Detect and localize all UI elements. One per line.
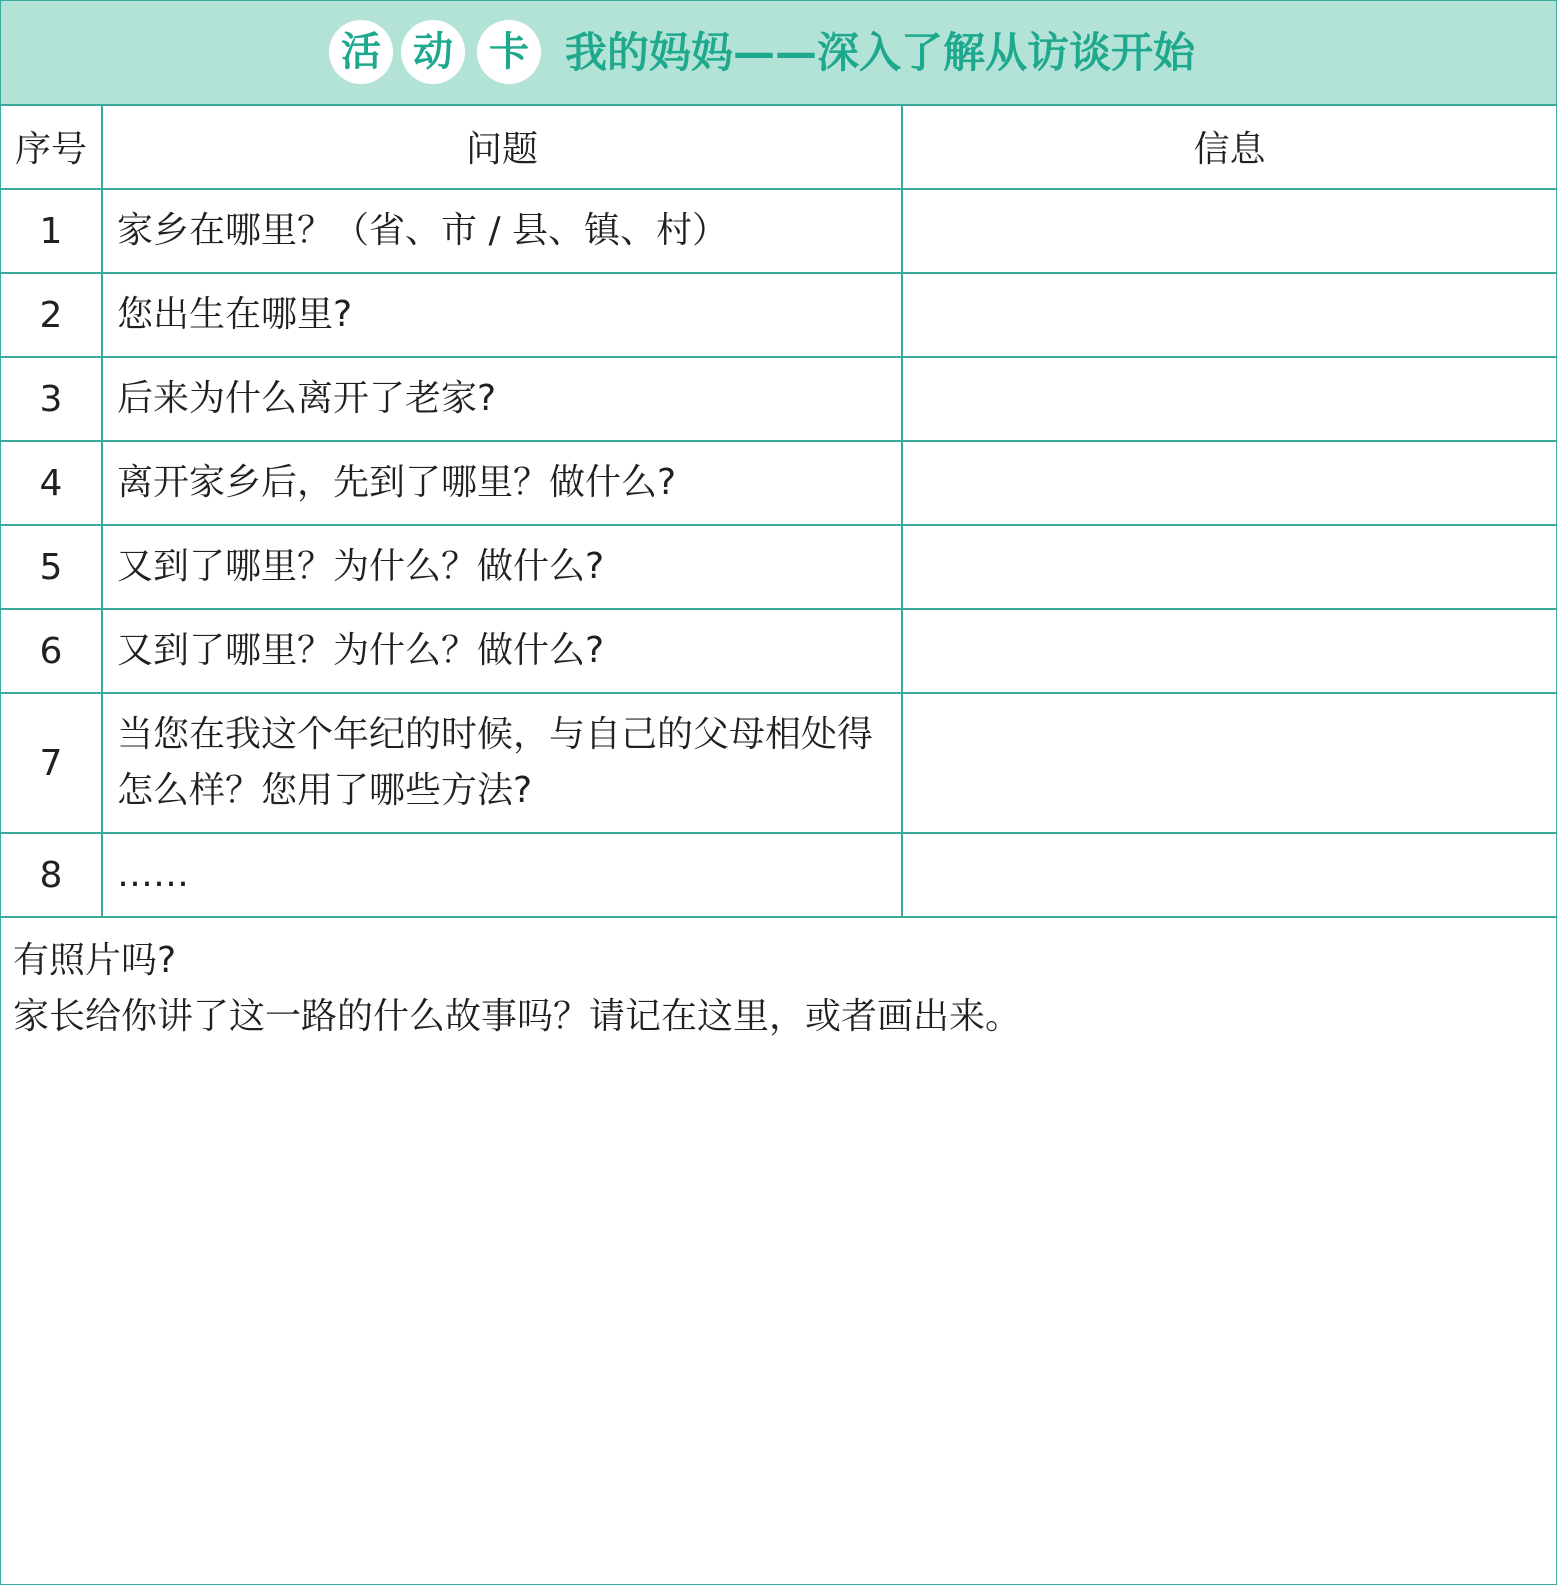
header-badge: 动 <box>401 20 465 84</box>
table-row <box>1 189 1556 273</box>
card-header <box>1 1 1556 106</box>
row-number: 4 <box>1 441 102 525</box>
table-row <box>1 525 1556 609</box>
info-cell[interactable] <box>902 357 1556 441</box>
row-number: 3 <box>1 357 102 441</box>
table-row <box>1 693 1556 833</box>
row-number: 7 <box>1 693 102 833</box>
question-cell: 后来为什么离开了老家? <box>102 357 902 441</box>
column-header-no: 序号 <box>1 105 102 189</box>
notes-prompt-photo: 有照片吗? <box>13 940 177 981</box>
info-cell[interactable] <box>902 693 1556 833</box>
table-row <box>1 357 1556 441</box>
notes-section[interactable] <box>13 933 1021 1045</box>
table-row <box>1 273 1556 357</box>
table-row <box>1 609 1556 693</box>
table-row <box>1 441 1556 525</box>
info-cell[interactable] <box>902 525 1556 609</box>
question-cell: 家乡在哪里？（省、市 / 县、镇、村） <box>102 189 902 273</box>
row-number: 2 <box>1 273 102 357</box>
row-number: 6 <box>1 609 102 693</box>
column-header-info: 信息 <box>902 105 1556 189</box>
row-number: 8 <box>1 833 102 917</box>
question-cell: 离开家乡后，先到了哪里？做什么? <box>102 441 902 525</box>
info-cell[interactable] <box>902 189 1556 273</box>
question-cell: 又到了哪里？为什么？做什么? <box>102 609 902 693</box>
table-row <box>1 833 1556 917</box>
row-number: 5 <box>1 525 102 609</box>
table-header-row <box>1 105 1556 189</box>
question-cell: 当您在我这个年纪的时候，与自己的父母相处得怎么样？您用了哪些方法? <box>102 693 902 833</box>
card-title: 我的妈妈——深入了解从访谈开始 <box>565 28 1196 77</box>
info-cell[interactable] <box>902 609 1556 693</box>
header-badge: 活 <box>329 20 393 84</box>
info-cell[interactable] <box>902 273 1556 357</box>
question-cell: 又到了哪里？为什么？做什么? <box>102 525 902 609</box>
column-header-question: 问题 <box>102 105 902 189</box>
header-badge: 卡 <box>477 20 541 84</box>
info-cell[interactable] <box>902 833 1556 917</box>
interview-table <box>1 105 1556 918</box>
question-cell: 您出生在哪里? <box>102 273 902 357</box>
row-number: 1 <box>1 189 102 273</box>
info-cell[interactable] <box>902 441 1556 525</box>
question-cell: …… <box>102 833 902 917</box>
notes-prompt-story: 家长给你讲了这一路的什么故事吗？请记在这里，或者画出来。 <box>13 996 1022 1037</box>
